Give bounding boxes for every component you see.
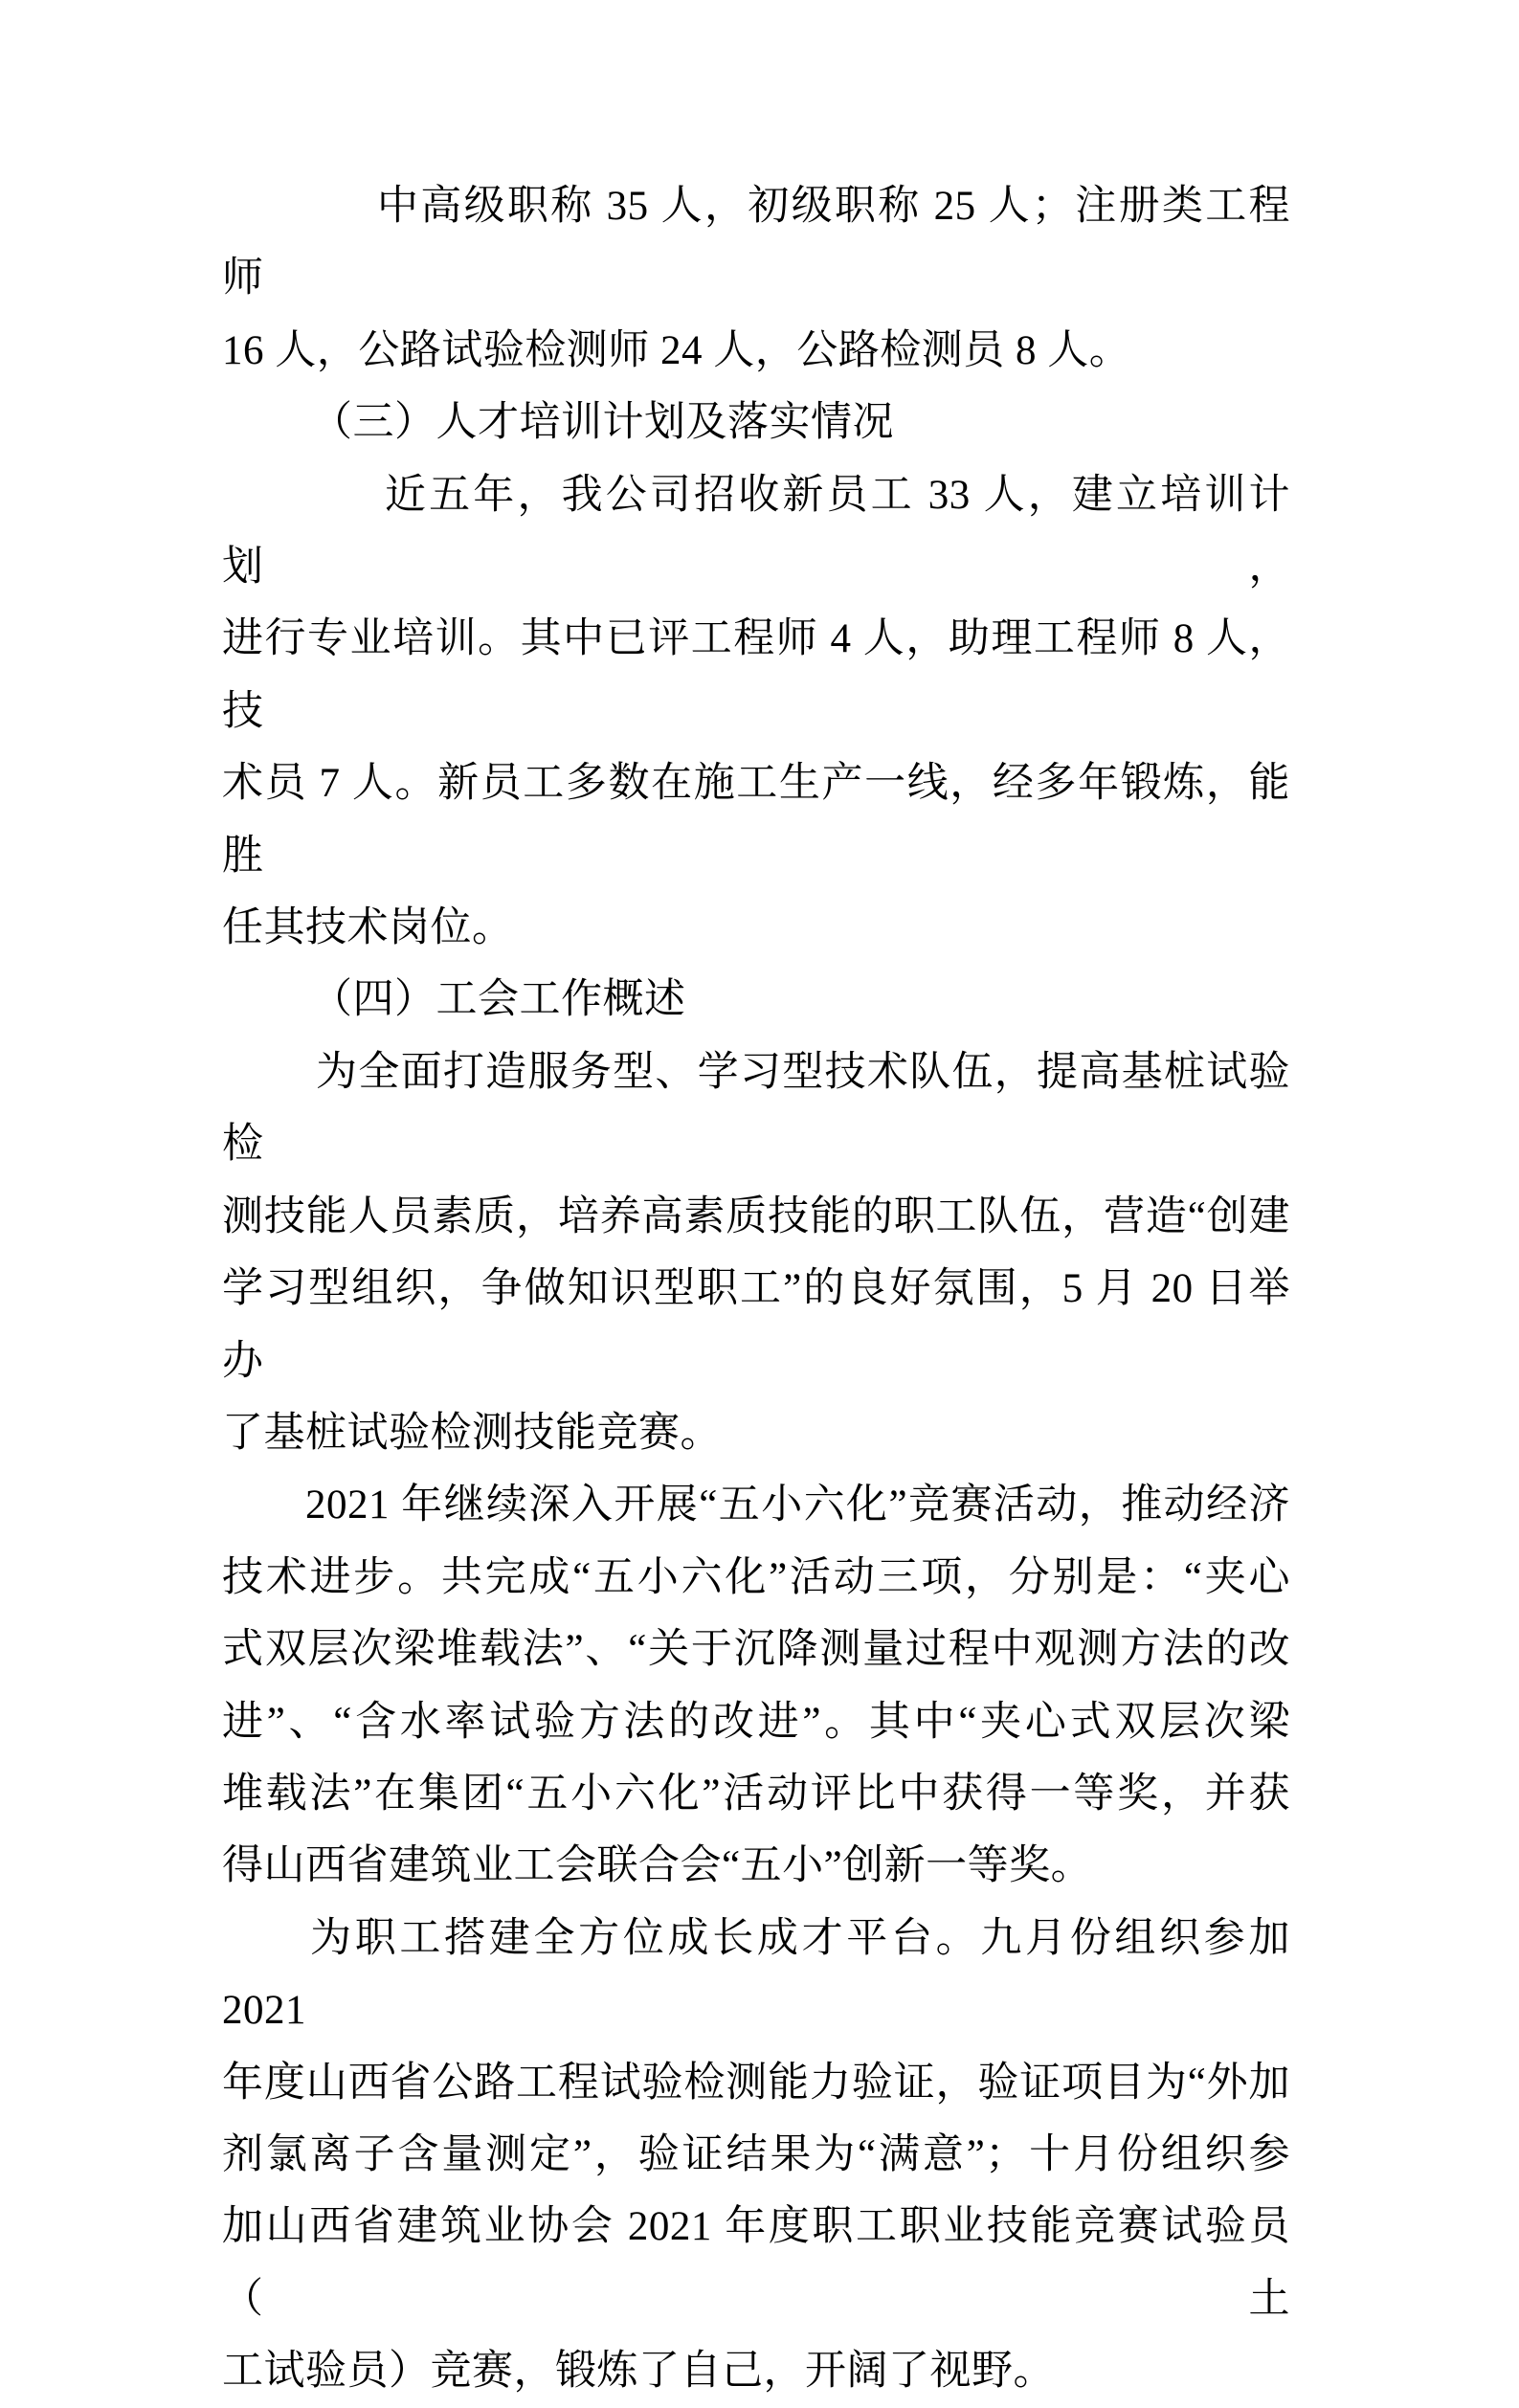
- text-line: 加山西省建筑业协会 2021 年度职工职业技能竞赛试验员（土: [222, 2204, 1290, 2322]
- text-line: （三）人才培训计划及落实情况: [311, 400, 894, 446]
- text-line: （四）工会工作概述: [311, 977, 686, 1023]
- text-line: 进”、“含水率试验方法的改进”。其中“夹心式双层次梁: [222, 1699, 1290, 1745]
- text-line: 式双层次梁堆载法”、“关于沉降测量过程中观测方法的改: [222, 1627, 1290, 1673]
- text-line: 16 人，公路试验检测师 24 人，公路检测员 8 人。: [222, 327, 1131, 373]
- text-line: 剂氯离子含量测定”，验证结果为“满意”；十月份组织参: [222, 2131, 1290, 2177]
- text-line: 工试验员）竞赛，锻炼了自己，开阔了视野。: [222, 2349, 1055, 2395]
- text-line: 得山西省建筑业工会联合会“五小”创新一等奖。: [222, 1843, 1093, 1889]
- document-body: [222, 170, 1290, 2408]
- text-line: 中高级职称 35 人，初级职称 25 人；注册类工程师: [222, 184, 1290, 301]
- text-line: 学习型组织，争做知识型职工”的良好氛围，5 月 20 日举办: [222, 1266, 1290, 1384]
- text-line: 为全面打造服务型、学习型技术队伍，提高基桩试验检: [222, 1049, 1290, 1168]
- text-line: 了基桩试验检测技能竞赛。: [222, 1410, 722, 1456]
- text-line: 测技能人员素质，培养高素质技能的职工队伍，营造“创建: [222, 1193, 1290, 1239]
- text-line: 任其技术岗位。: [222, 905, 514, 951]
- text-line: 堆载法”在集团“五小六化”活动评比中获得一等奖，并获: [222, 1771, 1290, 1817]
- text-line: 进行专业培训。其中已评工程师 4 人，助理工程师 8 人，技: [222, 616, 1290, 734]
- text-line: 为职工搭建全方位成长成才平台。九月份组织参加 2021: [222, 1915, 1290, 2034]
- text-line: 2021 年继续深入开展“五小六化”竞赛活动，推动经济: [305, 1483, 1290, 1528]
- text-line: 年度山西省公路工程试验检测能力验证，验证项目为“外加: [222, 2060, 1290, 2106]
- text-line: 近五年，我公司招收新员工 33 人，建立培训计划，: [222, 472, 1290, 591]
- text-line: 技术进步。共完成“五小六化”活动三项，分别是：“夹心: [222, 1554, 1290, 1600]
- text-line: 术员 7 人。新员工多数在施工生产一线，经多年锻炼，能胜: [222, 761, 1290, 879]
